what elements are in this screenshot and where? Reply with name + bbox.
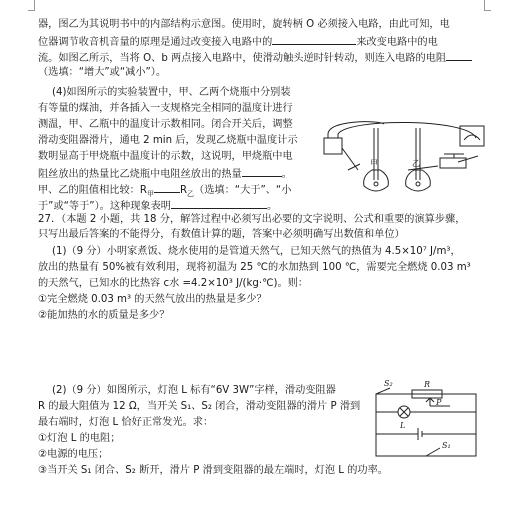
text-line	[38, 50, 472, 65]
text-line: 滑动变阻器滑片，通电 2 min 后，发现乙烧瓶中温度计示	[38, 135, 298, 146]
answer-blank[interactable]	[272, 34, 356, 45]
answer-blank[interactable]	[242, 166, 282, 177]
text-line: (4)如图所示的实验装置中，甲、乙两个烧瓶中分别装	[52, 87, 291, 98]
text-line: R 的最大阻值为 12 Ω，当开关 S₁、S₂ 闭合，滑动变阻器的滑片 P 滑到	[38, 401, 361, 412]
text-line: 于”或“等于”）。这种现象表明 。	[38, 198, 277, 213]
text-fragment: 阻丝放出的热量比乙烧瓶中电阻丝放出的热量	[38, 169, 242, 180]
rheostat-icon	[440, 158, 466, 168]
label-l: L	[400, 421, 406, 430]
text-fragment: 位器调节收音机音量的原理是通过改变接入电路中的	[38, 37, 273, 48]
text-line: ①灯泡 L 的电阻；	[38, 433, 121, 444]
text-fragment: 甲、乙的阻值相比较：R	[38, 185, 147, 196]
flask-yi-icon	[406, 170, 431, 191]
text-line: 测温，甲、乙瓶中的温度计示数相同。闭合开关后，调整	[38, 119, 293, 130]
flask-jia-icon	[364, 170, 389, 191]
crop-mark-top-right	[484, 0, 491, 11]
text-line: 器，图乙为其说明书中的内部结构示意图。使用时，旋转柄 O 必须接入电路，由此可知，电	[38, 19, 450, 30]
label-r: R	[424, 380, 431, 389]
answer-blank[interactable]	[154, 182, 180, 193]
text-line: （选填：“增大”或“减小”）。	[38, 67, 167, 78]
text-line: 27．（本题 2 小题，共 18 分，解答过程中必须写出必要的文字说明、公式和重要的演算步骤，	[38, 214, 466, 225]
text-line: 数明显高于甲烧瓶中温度计的示数，这说明，甲烧瓶中电	[38, 151, 293, 162]
label-s1: S₁	[442, 441, 451, 450]
switch-s1-icon	[426, 448, 440, 456]
switch-s2-icon	[376, 388, 390, 394]
text-line: (2)（9 分）如图所示，灯泡 L 标有“6V 3W”字样，滑动变阻器	[52, 385, 336, 396]
text-line: 甲、乙的阻值相比较：$R_甲$ $R_乙$（选填：“大于”、“小	[38, 182, 291, 201]
text-line: (1)（9 分）小明家煮饭、烧水使用的是管道天然气，已知天然气的热值为 4.5×10⁷ J/m³，	[52, 246, 461, 257]
text-line: 放出的热量有 50%被有效利用，现将初温为 25 ℃的水加热到 100 ℃，需要完全燃烧 0.03 m³	[38, 262, 471, 273]
flask-label-yi: 乙	[412, 159, 420, 168]
text-fragment: （选填：“大于”、“小	[194, 185, 292, 196]
text-fragment: 流。如图乙所示，当将 O、b 两点接入电路中，使滑动触头逆时针转动，则连入电路的电阻	[38, 53, 447, 64]
text-line: 只写出最后答案的不能得分，有数值计算的题，答案中必须明确写出数值和单位）	[38, 229, 405, 240]
crop-mark-top-left	[28, 0, 35, 11]
text-line: ②电源的电压；	[38, 449, 109, 460]
meter-icon	[460, 126, 484, 146]
text-fragment: 于”或“等于”）。这种现象表明	[38, 201, 171, 212]
battery-icon	[324, 138, 342, 154]
text-line: 有等量的煤油，并各插入一支规格完全相同的温度计进行	[38, 103, 293, 114]
text-line: ①完全燃烧 0.03 m³ 的天然气放出的热量是多少？	[38, 294, 267, 305]
text-line: ②能加热的水的质量是多少？	[38, 310, 170, 321]
text-fragment: 来改变电路中的电	[356, 37, 438, 48]
text-line	[38, 34, 438, 49]
answer-blank[interactable]	[446, 50, 472, 61]
text-line: 的天然气，已知水的比热容 c水 =4.2×10³ J/(kg·℃)。则：	[38, 278, 309, 289]
text-line: 最右端时，灯泡 L 恰好正常发光。求：	[38, 417, 214, 428]
flask-label-jia: 甲	[370, 159, 378, 168]
label-s2: S₂	[384, 379, 393, 388]
text-line: ③当开关 S₁ 闭合、S₂ 断开，滑片 P 滑到变阻器的最左端时，灯泡 L 的功率。	[38, 465, 388, 476]
circuit-diagram-figure	[370, 378, 482, 462]
answer-blank[interactable]	[171, 198, 267, 209]
text-line: 阻丝放出的热量比乙烧瓶中电阻丝放出的热量 。	[38, 166, 292, 181]
label-p: P	[436, 398, 442, 407]
text-fragment: R	[179, 185, 188, 196]
joule-heating-apparatus-figure	[318, 118, 494, 198]
